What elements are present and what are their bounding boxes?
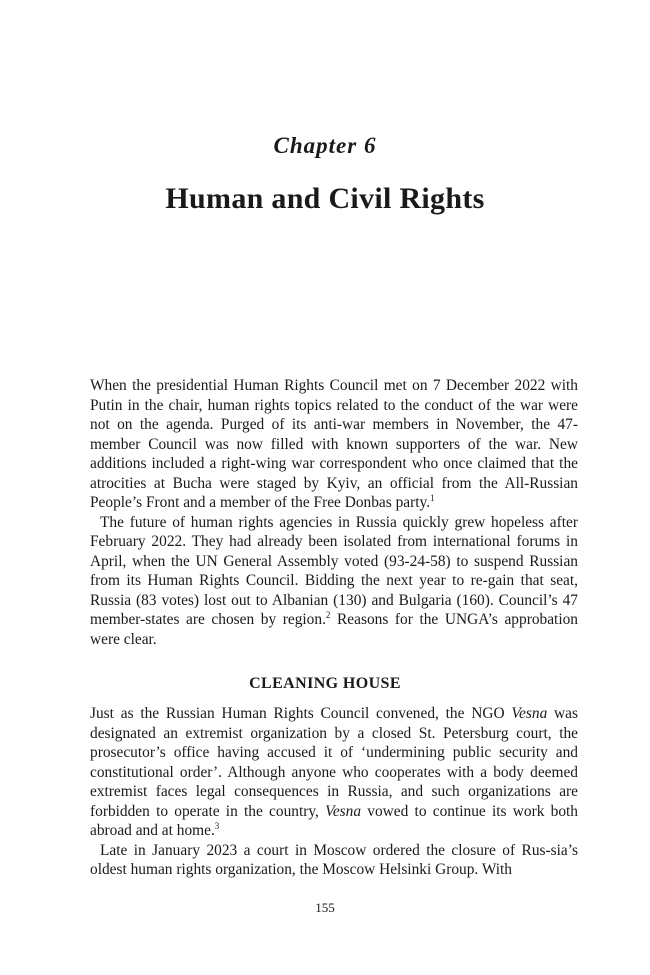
paragraph	[90, 376, 578, 513]
paragraph-text: When the presidential Human Rights Council met on 7 December 2022 with Putin in the chair, human rights topics related to the conduct of the war were not on the agenda. Purged of its anti-war members in November, the 47-member Council was now filled with known supporters of the war. New additions included a right-wing war correspondent who once claimed that the atrocities at Bucha were staged by Kyiv, an official from the All-Russian People’s Front and a member of the Free Donbas party.	[90, 377, 578, 511]
paragraph	[90, 841, 578, 880]
footnote-ref: 2	[325, 610, 331, 620]
paragraph-text: Late in January 2023 a court in Moscow ordered the closure of Rus-sia’s oldest human rights organization, the Moscow Helsinki Group. With	[90, 841, 578, 878]
paragraph-text: The future of human rights agencies in Russia quickly grew hopeless after February 2022. They had already been isolated from international forums in April, when the UN General Assembly voted (93-24-58) to suspend Russian from its Human Rights Council. Bidding the next year to re-gain that seat, Russia (83 votes) lost out to Albanian (130) and Bulgaria (160). Council’s 47 member-states are chosen by region.	[90, 513, 578, 628]
opening-section	[90, 376, 578, 649]
paragraph	[90, 704, 578, 841]
footnote-ref: 3	[214, 821, 220, 831]
italic-term: Vesna	[325, 802, 362, 820]
paragraph-text: vowed to continue its work both abroad and at home.	[90, 802, 578, 839]
cleaning-house-section	[90, 704, 578, 880]
chapter-label: Chapter 6	[273, 133, 377, 158]
paragraph-text: was designated an extremist organization by a closed St. Petersburg court, the prosecutor’s office having accused it of ‘undermining public security and constitutional order’. Although anyone who cooperates with a body deemed extremist faces legal consequences in Russia, and such organizations are forbidden to operate in the country,	[90, 705, 578, 820]
paragraph-text: Just as the Russian Human Rights Council convened, the NGO	[90, 705, 512, 722]
chapter-title: Human and Civil Rights	[165, 182, 485, 215]
paragraph-text: Reasons for the UNGA’s approbation were clear.	[90, 611, 578, 648]
section-heading: CLEANING HOUSE	[249, 675, 401, 692]
paragraph	[90, 513, 578, 650]
footnote-ref: 1	[430, 493, 435, 503]
page-number: 155	[315, 900, 335, 915]
italic-term: Vesna	[511, 705, 548, 722]
